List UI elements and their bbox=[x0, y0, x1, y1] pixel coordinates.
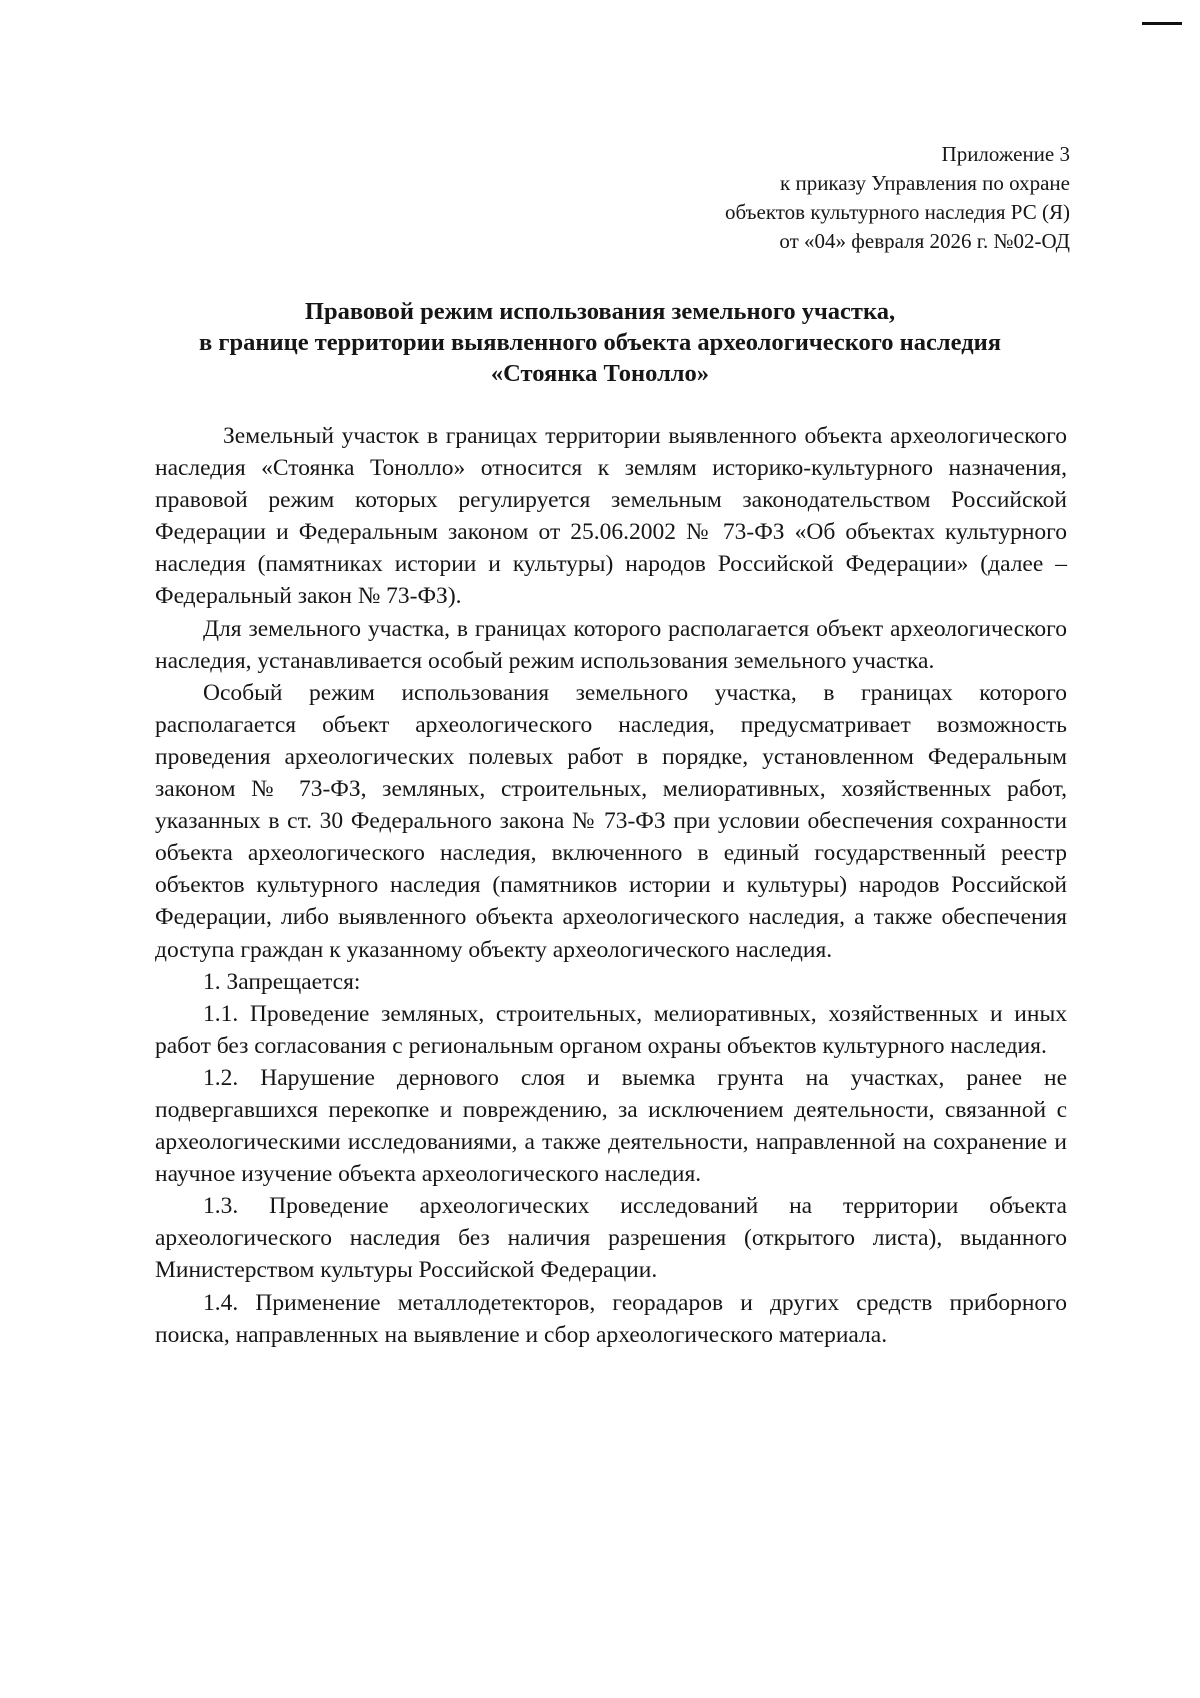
page-corner-mark bbox=[1142, 22, 1182, 25]
paragraph-prohibited-heading: 1. Запрещается: bbox=[203, 968, 361, 995]
paragraph-intro: Земельный участок в границах территории выявленного объекта археологического наследия «Стоянка Тонолло» относится к землям историко-культурного назначения, правовой режим которых регулируется земельным законодательством Российской Федерации и Федеральным законом от 25.06.2002 № 73-ФЗ «Об объектах культурного наследия (памятниках истории и культуры) народов Российской Федерации» (далее – Федеральный закон № 73-ФЗ). bbox=[155, 423, 1067, 610]
paragraph-regime-details: Особый режим использования земельного участка, в границах которого располагается объект археологического наследия, предусматривает возможность проведения археологических полевых работ в порядке, установленном Федеральным законом № 73-ФЗ, земляных, строительных, мелиоративных, хозяйственных работ, указанных в ст. 30 Федерального закона № 73-ФЗ при условии обеспечения сохранности объекта археологического наследия, включенного в единый государственный реестр объектов культурного наследия (памятников истории и культуры) народов Российской Федерации, либо выявленного объекта археологического наследия, а также обеспечения доступа граждан к указанному объекту археологического наследия. bbox=[155, 679, 1067, 963]
document-body bbox=[155, 420, 1067, 1351]
appendix-header bbox=[725, 140, 1070, 256]
paragraph-special-regime: Для земельного участка, в границах которого располагается объект археологического наследия, устанавливается особый режим использования земельного участка. bbox=[155, 615, 1067, 674]
document-title bbox=[0, 296, 1200, 389]
appendix-authority: объектов культурного наследия РС (Я) bbox=[725, 200, 1070, 224]
title-line-2: в границе территории выявленного объекта археологического наследия bbox=[199, 329, 1001, 356]
appendix-order-ref: к приказу Управления по охране bbox=[780, 171, 1070, 195]
appendix-number: Приложение 3 bbox=[941, 142, 1070, 166]
paragraph-item-1-1: 1.1. Проведение земляных, строительных, мелиоративных, хозяйственных и иных работ без согласования с региональным органом охраны объектов культурного наследия. bbox=[155, 1000, 1067, 1059]
title-line-1: Правовой режим использования земельного участка, bbox=[304, 298, 896, 325]
paragraph-item-1-4: 1.4. Применение металлодетекторов, георадаров и других средств приборного поиска, направленных на выявление и сбор археологического материала. bbox=[155, 1289, 1067, 1348]
paragraph-item-1-2: 1.2. Нарушение дернового слоя и выемка грунта на участках, ранее не подвергавшихся перекопке и повреждению, за исключением деятельности, связанной с археологическими исследованиями, а также деятельности, направленной на сохранение и научное изучение объекта археологического наследия. bbox=[155, 1064, 1067, 1188]
appendix-date: от «04» февраля 2026 г. №02-ОД bbox=[779, 229, 1070, 253]
title-line-3: «Стоянка Тонолло» bbox=[490, 360, 710, 387]
paragraph-item-1-3: 1.3. Проведение археологических исследований на территории объекта археологического наследия без наличия разрешения (открытого листа), выданного Министерством культуры Российской Федерации. bbox=[155, 1193, 1067, 1284]
